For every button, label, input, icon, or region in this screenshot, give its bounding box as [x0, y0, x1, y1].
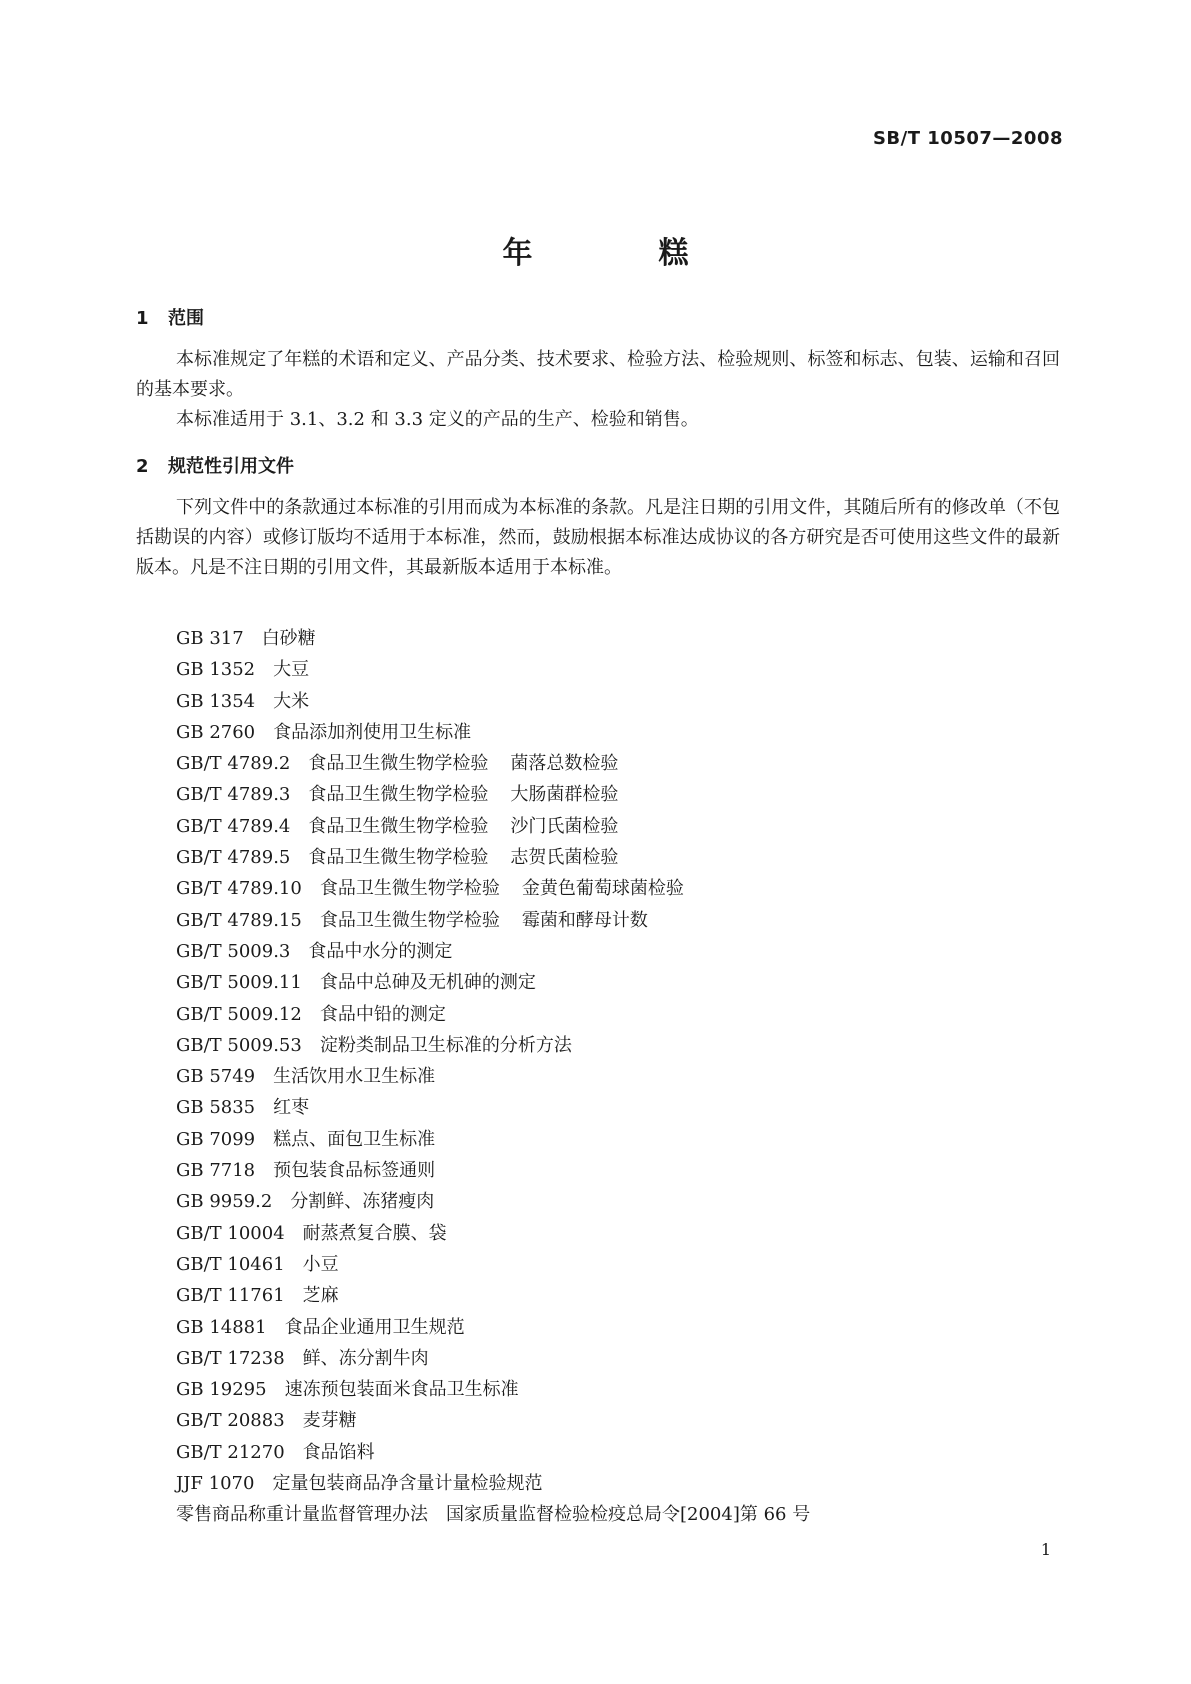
reference-code: GB/T 4789.5	[176, 847, 291, 869]
reference-item	[176, 1343, 810, 1374]
reference-title: 食品企业通用卫生规范	[284, 1316, 465, 1338]
title-char-2: 糕	[658, 236, 689, 271]
reference-code: GB/T 5009.53	[176, 1034, 302, 1056]
reference-item	[176, 1155, 810, 1186]
section-title: 范围	[168, 308, 204, 329]
reference-title: 食品中总砷及无机砷的测定	[319, 972, 536, 994]
reference-code: GB/T 4789.3	[176, 784, 291, 806]
reference-item	[176, 936, 810, 967]
reference-code: GB/T 10004	[176, 1222, 285, 1244]
reference-item	[176, 905, 810, 936]
reference-item	[176, 1405, 810, 1436]
reference-item	[176, 1280, 810, 1311]
reference-title: 食品卫生微生物学检验	[308, 847, 489, 869]
reference-title: 食品卫生微生物学检验	[319, 909, 500, 931]
reference-item	[176, 1374, 810, 1405]
reference-title: 食品卫生微生物学检验	[308, 784, 489, 806]
reference-code: JJF 1070	[176, 1473, 255, 1495]
reference-title: 国家质量监督检验检疫总局令[2004]第 66 号	[446, 1504, 811, 1526]
reference-item	[176, 623, 810, 654]
reference-title: 食品卫生微生物学检验	[308, 753, 489, 775]
reference-title: 大豆	[273, 659, 310, 681]
reference-item	[176, 1312, 810, 1343]
reference-code: GB 7718	[176, 1160, 256, 1182]
reference-item	[176, 1249, 810, 1280]
reference-title: 大米	[273, 690, 310, 712]
reference-title: 小豆	[302, 1253, 339, 1275]
reference-code: GB 14881	[176, 1316, 267, 1338]
reference-code: GB/T 21270	[176, 1441, 285, 1463]
reference-code: GB/T 4789.15	[176, 909, 302, 931]
reference-subtitle: 菌落总数检验	[510, 753, 619, 775]
reference-item	[176, 779, 810, 810]
reference-title: 红枣	[273, 1097, 310, 1119]
reference-code: GB 19295	[176, 1379, 267, 1401]
document-title	[0, 228, 1191, 272]
section-heading-normative	[136, 452, 294, 478]
reference-code: GB/T 4789.2	[176, 753, 291, 775]
title-char-1: 年	[502, 236, 533, 271]
reference-subtitle: 志贺氏菌检验	[510, 847, 619, 869]
reference-title: 分割鲜、冻猪瘦肉	[290, 1191, 435, 1213]
reference-code: 零售商品称重计量监督管理办法	[176, 1504, 428, 1526]
reference-title: 淀粉类制品卫生标准的分析方法	[319, 1034, 572, 1056]
page-number: 1	[1040, 1540, 1051, 1559]
reference-code: GB 9959.2	[176, 1191, 273, 1213]
reference-item	[176, 1468, 810, 1499]
reference-title: 速冻预包装面米食品卫生标准	[284, 1379, 519, 1401]
reference-item	[176, 1499, 810, 1530]
scope-paragraph-1: 本标准规定了年糕的术语和定义、产品分类、技术要求、检验方法、检验规则、标签和标志、包装、运输和召回的基本要求。	[136, 349, 1060, 400]
reference-code: GB 2760	[176, 721, 256, 743]
reference-code: GB/T 17238	[176, 1347, 285, 1369]
reference-item	[176, 1437, 810, 1468]
section-number: 2	[136, 456, 149, 477]
reference-code: GB/T 11761	[176, 1285, 285, 1307]
reference-code: GB/T 4789.4	[176, 815, 291, 837]
scope-paragraph-2: 本标准适用于 3.1、3.2 和 3.3 定义的产品的生产、检验和销售。	[176, 409, 699, 430]
reference-item	[176, 1186, 810, 1217]
reference-subtitle: 金黄色葡萄球菌检验	[521, 878, 684, 900]
reference-code: GB 7099	[176, 1128, 256, 1150]
reference-code: GB/T 5009.3	[176, 940, 291, 962]
reference-code: GB/T 5009.12	[176, 1003, 302, 1025]
reference-item	[176, 1124, 810, 1155]
reference-item	[176, 873, 810, 904]
reference-title: 白砂糖	[261, 628, 316, 649]
reference-item	[176, 999, 810, 1030]
reference-item	[176, 1218, 810, 1249]
section-number: 1	[136, 308, 149, 329]
reference-code: GB/T 4789.10	[176, 878, 302, 900]
reference-item	[176, 842, 810, 873]
reference-title: 定量包装商品净含量计量检验规范	[272, 1473, 543, 1495]
section-heading-scope	[136, 304, 204, 330]
reference-code: GB/T 20883	[176, 1410, 285, 1432]
standard-code: SB/T 10507—2008	[872, 128, 1063, 149]
reference-title: 食品添加剂使用卫生标准	[273, 721, 472, 743]
reference-item	[176, 811, 810, 842]
reference-item	[176, 654, 810, 685]
reference-subtitle: 沙门氏菌检验	[510, 815, 619, 837]
section-title: 规范性引用文件	[168, 456, 294, 477]
reference-code: GB/T 5009.11	[176, 972, 302, 994]
reference-item	[176, 717, 810, 748]
reference-title: 食品中铅的测定	[319, 1003, 446, 1025]
reference-item	[176, 748, 810, 779]
reference-title: 鲜、冻分割牛肉	[302, 1347, 429, 1369]
reference-code: GB/T 10461	[176, 1253, 285, 1275]
reference-code: GB 1354	[176, 690, 256, 712]
reference-title: 食品卫生微生物学检验	[319, 878, 500, 900]
reference-item	[176, 686, 810, 717]
reference-item	[176, 967, 810, 998]
reference-title: 耐蒸煮复合膜、袋	[302, 1222, 447, 1244]
reference-code: GB 317	[176, 628, 244, 649]
reference-title: 芝麻	[302, 1285, 339, 1307]
reference-item	[176, 1061, 810, 1092]
reference-title: 食品卫生微生物学检验	[308, 815, 489, 837]
reference-title: 食品中水分的测定	[308, 940, 453, 962]
reference-code: GB 5749	[176, 1066, 256, 1088]
reference-code: GB 5835	[176, 1097, 256, 1119]
reference-code: GB 1352	[176, 659, 256, 681]
reference-title: 麦芽糖	[302, 1410, 357, 1432]
reference-list	[176, 623, 810, 1531]
reference-item	[176, 1030, 810, 1061]
reference-title: 糕点、面包卫生标准	[273, 1128, 436, 1150]
reference-item	[176, 1092, 810, 1123]
normative-intro: 下列文件中的条款通过本标准的引用而成为本标准的条款。凡是注日期的引用文件，其随后所有的修改单（不包括勘误的内容）或修订版均不适用于本标准，然而，鼓励根据本标准达成协议的各方研究是否可使用这些文件的最新版本。凡是不注日期的引用文件，其最新版本适用于本标准。	[136, 497, 1060, 578]
reference-title: 预包装食品标签通则	[273, 1160, 436, 1182]
reference-subtitle: 霉菌和酵母计数	[521, 909, 648, 931]
reference-subtitle: 大肠菌群检验	[510, 784, 619, 806]
reference-title: 生活饮用水卫生标准	[273, 1066, 436, 1088]
reference-title: 食品馅料	[302, 1441, 375, 1463]
